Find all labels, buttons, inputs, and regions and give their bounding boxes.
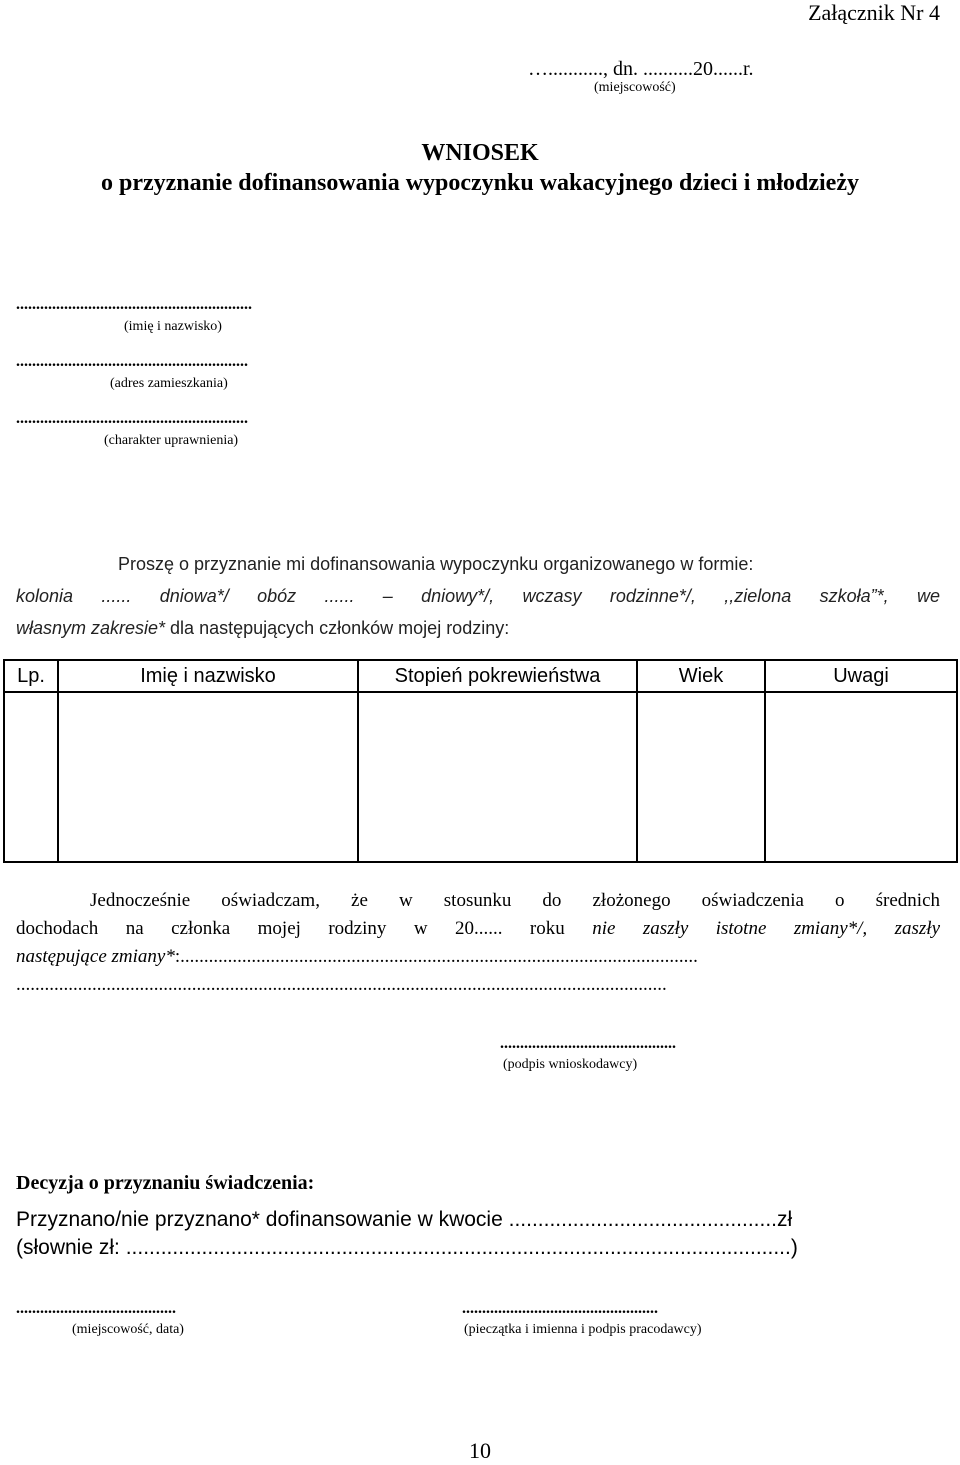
- employer-signature-dots[interactable]: .................................................: [462, 1300, 658, 1317]
- entitlement-field-dots[interactable]: ..........................................................: [16, 410, 248, 427]
- place-date-caption: (miejscowość, data): [72, 1322, 184, 1337]
- col-header-age: Wiek: [637, 660, 765, 692]
- cell-relationship[interactable]: [358, 692, 637, 862]
- family-members-table: [3, 659, 958, 863]
- granted-amount-line[interactable]: Przyznano/nie przyznano* dofinansowanie w kwocie ..............................................zł: [16, 1208, 793, 1231]
- name-field-dots[interactable]: ...........................................................: [16, 296, 252, 313]
- place-date-dots[interactable]: ........................................: [16, 1300, 176, 1317]
- declaration-line-3-dots: :.............................................................................................................: [174, 946, 698, 967]
- declaration-paragraph: [16, 887, 940, 999]
- col-header-relationship: Stopień pokrewieństwa: [358, 660, 637, 692]
- decision-heading: Decyzja o przyznaniu świadczenia:: [16, 1172, 315, 1194]
- amount-in-words-line[interactable]: (słownie zł: ..................................................................................................................): [16, 1236, 798, 1259]
- entitlement-field-caption: (charakter uprawnienia): [104, 433, 239, 448]
- place-date-line: …..........., dn. ..........20......r.: [528, 58, 754, 80]
- declaration-line-2-start: dochodach na członka mojej rodziny w 20...... roku: [16, 918, 565, 939]
- col-header-notes: Uwagi: [765, 660, 957, 692]
- cell-lp[interactable]: [4, 692, 58, 862]
- applicant-signature-caption: (podpis wnioskodawcy): [503, 1057, 638, 1072]
- declaration-line-3-italic: następujące zmiany*: [16, 946, 175, 967]
- request-line-1: Proszę o przyznanie mi dofinansowania wypoczynku organizowanego w formie:: [118, 554, 754, 574]
- declaration-line-3[interactable]: [16, 943, 940, 971]
- document-title: WNIOSEK: [421, 140, 539, 166]
- address-field-dots[interactable]: ..........................................................: [16, 353, 248, 370]
- cell-notes[interactable]: [765, 692, 957, 862]
- request-line-2: kolonia ...... dniowa*/ obóz ...... – dniowy*/, wczasy rodzinne*/, ,,zielona szkoła”*, we: [16, 586, 940, 606]
- request-paragraph: [16, 548, 940, 644]
- request-line-3-italic: własnym zakresie*: [16, 618, 166, 638]
- declaration-line-2-italic: nie zaszły istotne zmiany*/, zaszły: [592, 918, 941, 939]
- annex-label: Załącznik Nr 4: [808, 0, 940, 25]
- col-header-lp: Lp.: [4, 660, 58, 692]
- applicant-signature-dots[interactable]: ............................................: [500, 1035, 676, 1052]
- cell-age[interactable]: [637, 692, 765, 862]
- declaration-line-4[interactable]: .........................................................................................................................................: [16, 974, 667, 995]
- cell-name[interactable]: [58, 692, 358, 862]
- place-caption: (miejscowość): [594, 80, 676, 95]
- table-header-row: [4, 660, 957, 692]
- name-field-caption: (imię i nazwisko): [124, 319, 222, 334]
- address-field-caption: (adres zamieszkania): [110, 376, 228, 391]
- employer-signature-caption: (pieczątka i imienna i podpis pracodawcy): [464, 1322, 702, 1337]
- col-header-name: Imię i nazwisko: [58, 660, 358, 692]
- declaration-line-2: [16, 915, 940, 943]
- document-subtitle: o przyznanie dofinansowania wypoczynku wakacyjnego dzieci i młodzieży: [100, 170, 859, 196]
- table-row: [4, 692, 957, 862]
- declaration-line-1: Jednocześnie oświadczam, że w stosunku do złożonego oświadczenia o średnich: [90, 890, 940, 911]
- request-line-3: dla następujących członków mojej rodziny:: [165, 618, 510, 638]
- page-number: 10: [469, 1438, 491, 1463]
